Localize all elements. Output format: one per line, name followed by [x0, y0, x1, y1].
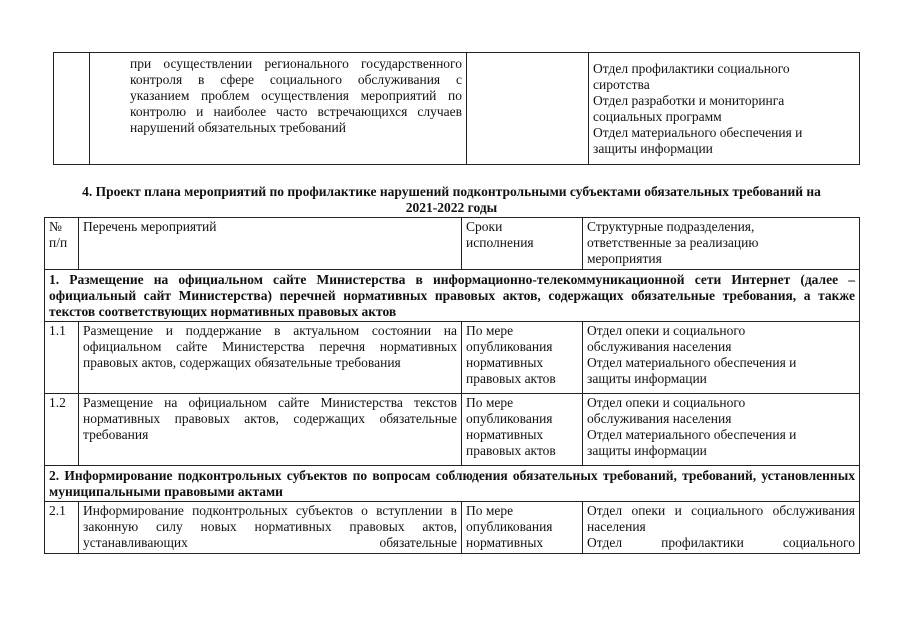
header-terms: Сроки исполнения: [462, 218, 583, 270]
measure-line: нарушений обязательных требований: [130, 120, 346, 135]
plan-table: [44, 217, 860, 554]
table-row: [45, 394, 860, 466]
measure-cell: [90, 53, 467, 165]
row-num: 1.1: [45, 322, 79, 394]
department: Отдел материального обеспечения и защиты информации: [593, 125, 803, 156]
row-num: 1.2: [45, 394, 79, 466]
row-term: По мере опубликования нормативных правовых актов: [462, 394, 583, 466]
measure-line: указанием проблем осуществления мероприятий по: [130, 88, 462, 103]
department: Отдел материального обеспечения и защиты информации: [587, 355, 797, 386]
department: Отдел профилактики социального сиротства: [593, 61, 790, 92]
header-measures: Перечень мероприятий: [79, 218, 462, 270]
num-cell: [54, 53, 90, 165]
table-row: [45, 502, 860, 554]
measure-line: при осуществлении регионального государственного: [130, 56, 462, 71]
header-row: [45, 218, 860, 270]
department: Отдел материального обеспечения и защиты информации: [587, 427, 797, 458]
row-units: [583, 394, 860, 466]
section-heading: 1. Размещение на официальном сайте Министерства в информационно-телекоммуникационной сети Интернет (далее – официальный сайт Министерства) перечней нормативных правовых актов, содержащих обязательные требования, а также текстов соответствующих нормативных правовых актов: [45, 270, 860, 322]
table-row: [54, 53, 860, 165]
department: Отдел опеки и социального обслуживания населения: [587, 395, 746, 426]
header-num: № п/п: [45, 218, 79, 270]
section-title: 4. Проект плана мероприятий по профилактике нарушений подконтрольными субъектами обязательных требований на 2021-2022 годы: [82, 184, 821, 215]
row-term: По мере опубликования нормативных правовых актов: [462, 322, 583, 394]
measure-line: контролю и наиболее часто встречающихся случаев: [130, 104, 462, 119]
row-term: По мере опубликования нормативных: [462, 502, 583, 554]
department: Отдел разработки и мониторинга социальных программ: [593, 93, 785, 124]
department: Отдел опеки и социального обслуживания населения: [587, 323, 746, 354]
row-units: [583, 322, 860, 394]
row-measure: Размещение на официальном сайте Министерства текстов нормативных правовых актов, содержащих обязательные требования: [79, 394, 462, 466]
section-row: [45, 270, 860, 322]
row-num: 2.1: [45, 502, 79, 554]
term-cell: [467, 53, 589, 165]
row-measure: Информирование подконтрольных субъектов о вступлении в законную силу новых нормативных правовых актов, устанавливающих обязательные: [79, 502, 462, 554]
continuation-table: [53, 52, 860, 165]
department: Отдел профилактики социального: [587, 535, 855, 550]
header-units: Структурные подразделения, ответственные за реализацию мероприятия: [583, 218, 860, 270]
department: Отдел опеки и социального обслуживания населения: [587, 503, 855, 534]
measure-line: контроля в сфере социального обслуживания с: [130, 72, 462, 87]
units-cell: [589, 53, 860, 165]
row-units: [583, 502, 860, 554]
row-measure: Размещение и поддержание в актуальном состоянии на официальном сайте Министерства перечня нормативных правовых актов, содержащих обязательные требования: [79, 322, 462, 394]
table-row: [45, 322, 860, 394]
section-heading: 2. Информирование подконтрольных субъектов по вопросам соблюдения обязательных требований, требований, установленных муниципальными правовыми актами: [45, 466, 860, 502]
section-row: [45, 466, 860, 502]
